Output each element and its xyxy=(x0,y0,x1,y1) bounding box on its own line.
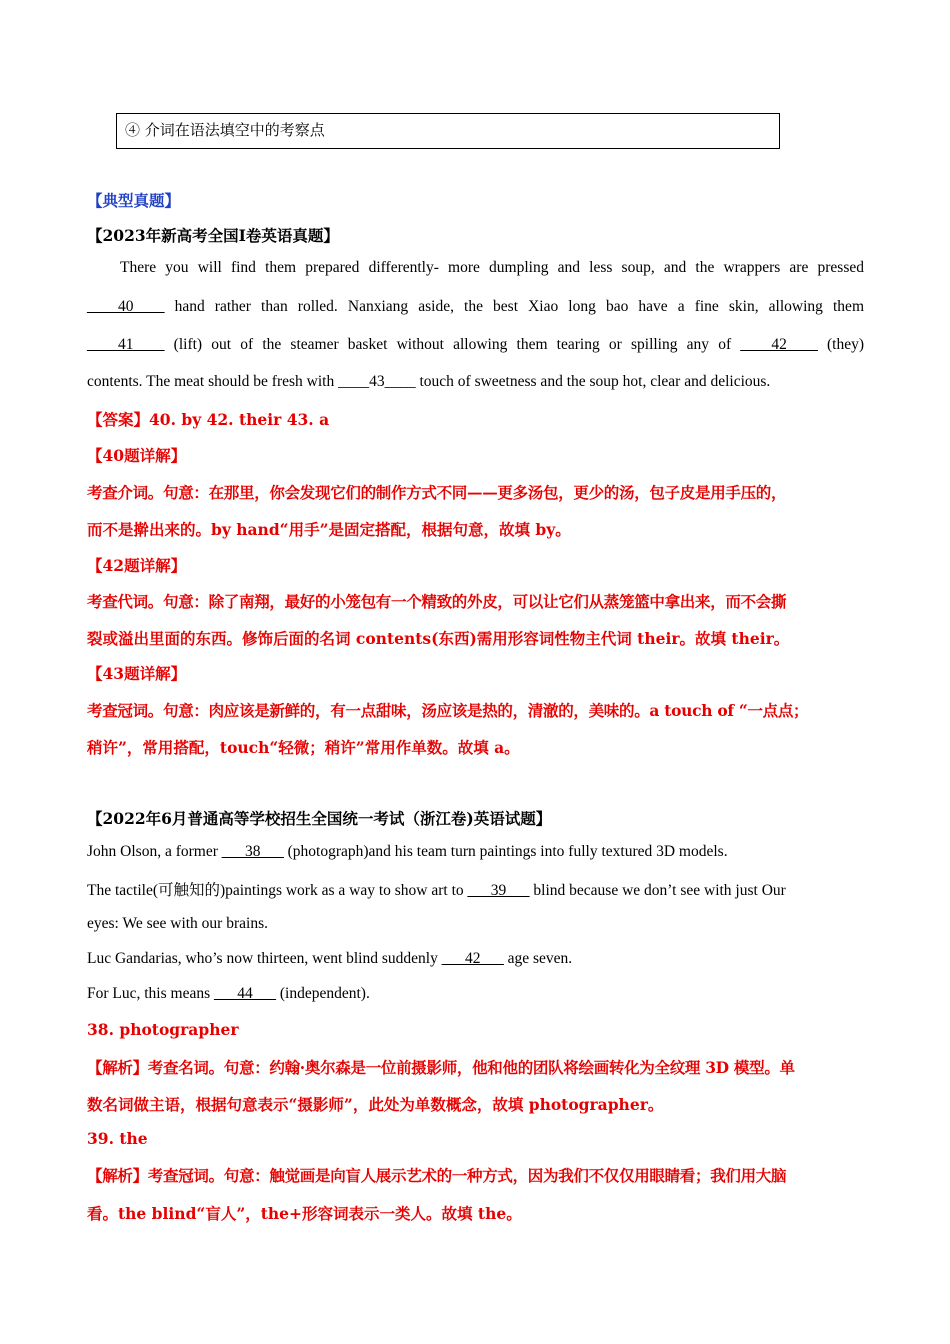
detail-40-line-2: 而不是擀出来的。by hand“用手”是固定搭配，根据句意，故填 by。 xyxy=(87,520,571,539)
blank-39: ___39___ xyxy=(467,882,530,899)
passage-2023-line-1: There you will find them prepared differently- more dumpling and less soup, and the wrappers are pressed xyxy=(120,259,864,276)
passage-2023-line-3-end: (they) xyxy=(817,336,864,353)
passage-2023-line-3 xyxy=(87,336,864,354)
sentence-42-pre: Luc Gandarias, who’s now thirteen, went blind suddenly xyxy=(87,950,442,967)
detail-40-line-1: 考查介词。句意：在那里，你会发现它们的制作方式不同——更多汤包，更少的汤，包子皮是用手压的， xyxy=(87,483,787,502)
sentence-38-post: (photograph)and his team turn paintings into fully textured 3D models. xyxy=(283,843,728,860)
sentence-44-post: (independent). xyxy=(276,985,370,1002)
blank-40: ____40____ xyxy=(87,298,165,315)
outline-box: ④ 介词在语法填空中的考察点 xyxy=(116,113,780,149)
sentence-39-pre: The tactile(可触知的)paintings work as a way to show art to xyxy=(87,882,468,899)
answer-39: 39. the xyxy=(87,1129,148,1148)
sentence-39-continued: eyes: We see with our brains. xyxy=(87,915,268,932)
analysis-38-line-2: 数名词做主语，根据句意表示“摄影师”，此处为单数概念，故填 photographer。 xyxy=(87,1095,664,1114)
blank-44: ___44___ xyxy=(214,985,276,1002)
analysis-38-line-1: 【解析】考查名词。句意：约翰·奥尔森是一位前摄影师，他和他的团队将绘画转化为全纹理 3D 模型。单 xyxy=(87,1058,795,1077)
detail-42-line-2: 裂或溢出里面的东西。修饰后面的名词 contents(东西)需用形容词性物主代词 their。故填 their。 xyxy=(87,629,790,648)
detail-43-title: 【43题详解】 xyxy=(87,664,187,683)
blank-42-2022: ___42___ xyxy=(441,950,504,967)
sentence-42 xyxy=(87,950,864,968)
sentence-44 xyxy=(87,985,864,1003)
section-heading: 【典型真题】 xyxy=(87,191,181,210)
detail-42-title: 【42题详解】 xyxy=(87,556,187,575)
sentence-38 xyxy=(87,843,864,861)
detail-43-line-2: 稍许”，常用搭配，touch“轻微；稍许”常用作单数。故填 a。 xyxy=(87,738,520,757)
analysis-39-line-1: 【解析】考查冠词。句意：触觉画是向盲人展示艺术的一种方式，因为我们不仅仅用眼睛看；我们用大脑 xyxy=(87,1166,787,1185)
exam-2022-title: 【2022年6月普通高等学校招生全国统一考试（浙江卷)英语试题】 xyxy=(87,809,552,828)
sentence-39 xyxy=(87,878,864,900)
detail-43-line-1: 考查冠词。句意：肉应该是新鲜的，有一点甜味，汤应该是热的，清澈的，美味的。a touch of “一点点； xyxy=(87,701,809,720)
sentence-42-post: age seven. xyxy=(503,950,573,967)
sentence-39-post: blind because we don’t see with just Our xyxy=(529,882,786,899)
answer-2023: 【答案】40. by 42. their 43. a xyxy=(87,410,330,429)
passage-2023-line-4: contents. The meat should be fresh with ____43____ touch of sweetness and the soup hot, clear and delicious. xyxy=(87,373,771,390)
sentence-38-pre: John Olson, a former xyxy=(87,843,222,860)
blank-42: ____42____ xyxy=(740,336,818,353)
blank-41: ____41____ xyxy=(87,336,165,353)
passage-2023-line-2 xyxy=(87,298,864,316)
answer-38: 38. photographer xyxy=(87,1020,239,1039)
detail-40-title: 【40题详解】 xyxy=(87,446,187,465)
analysis-39-line-2: 看。the blind“盲人”，the+形容词表示一类人。故填 the。 xyxy=(87,1204,522,1223)
sentence-44-pre: For Luc, this means xyxy=(87,985,214,1002)
blank-38: ___38___ xyxy=(221,843,284,860)
passage-2023-line-3-text: (lift) out of the steamer basket without allowing them tearing or spilling any of xyxy=(164,336,741,353)
passage-2023-line-2-text: hand rather than rolled. Nanxiang aside, the best Xiao long bao have a fine skin, allowing them xyxy=(164,298,864,315)
exam-2023-title: 【2023年新高考全国Ⅰ卷英语真题】 xyxy=(87,226,339,245)
detail-42-line-1: 考查代词。句意：除了南翔，最好的小笼包有一个精致的外皮，可以让它们从蒸笼篮中拿出来，而不会撕 xyxy=(87,592,787,611)
